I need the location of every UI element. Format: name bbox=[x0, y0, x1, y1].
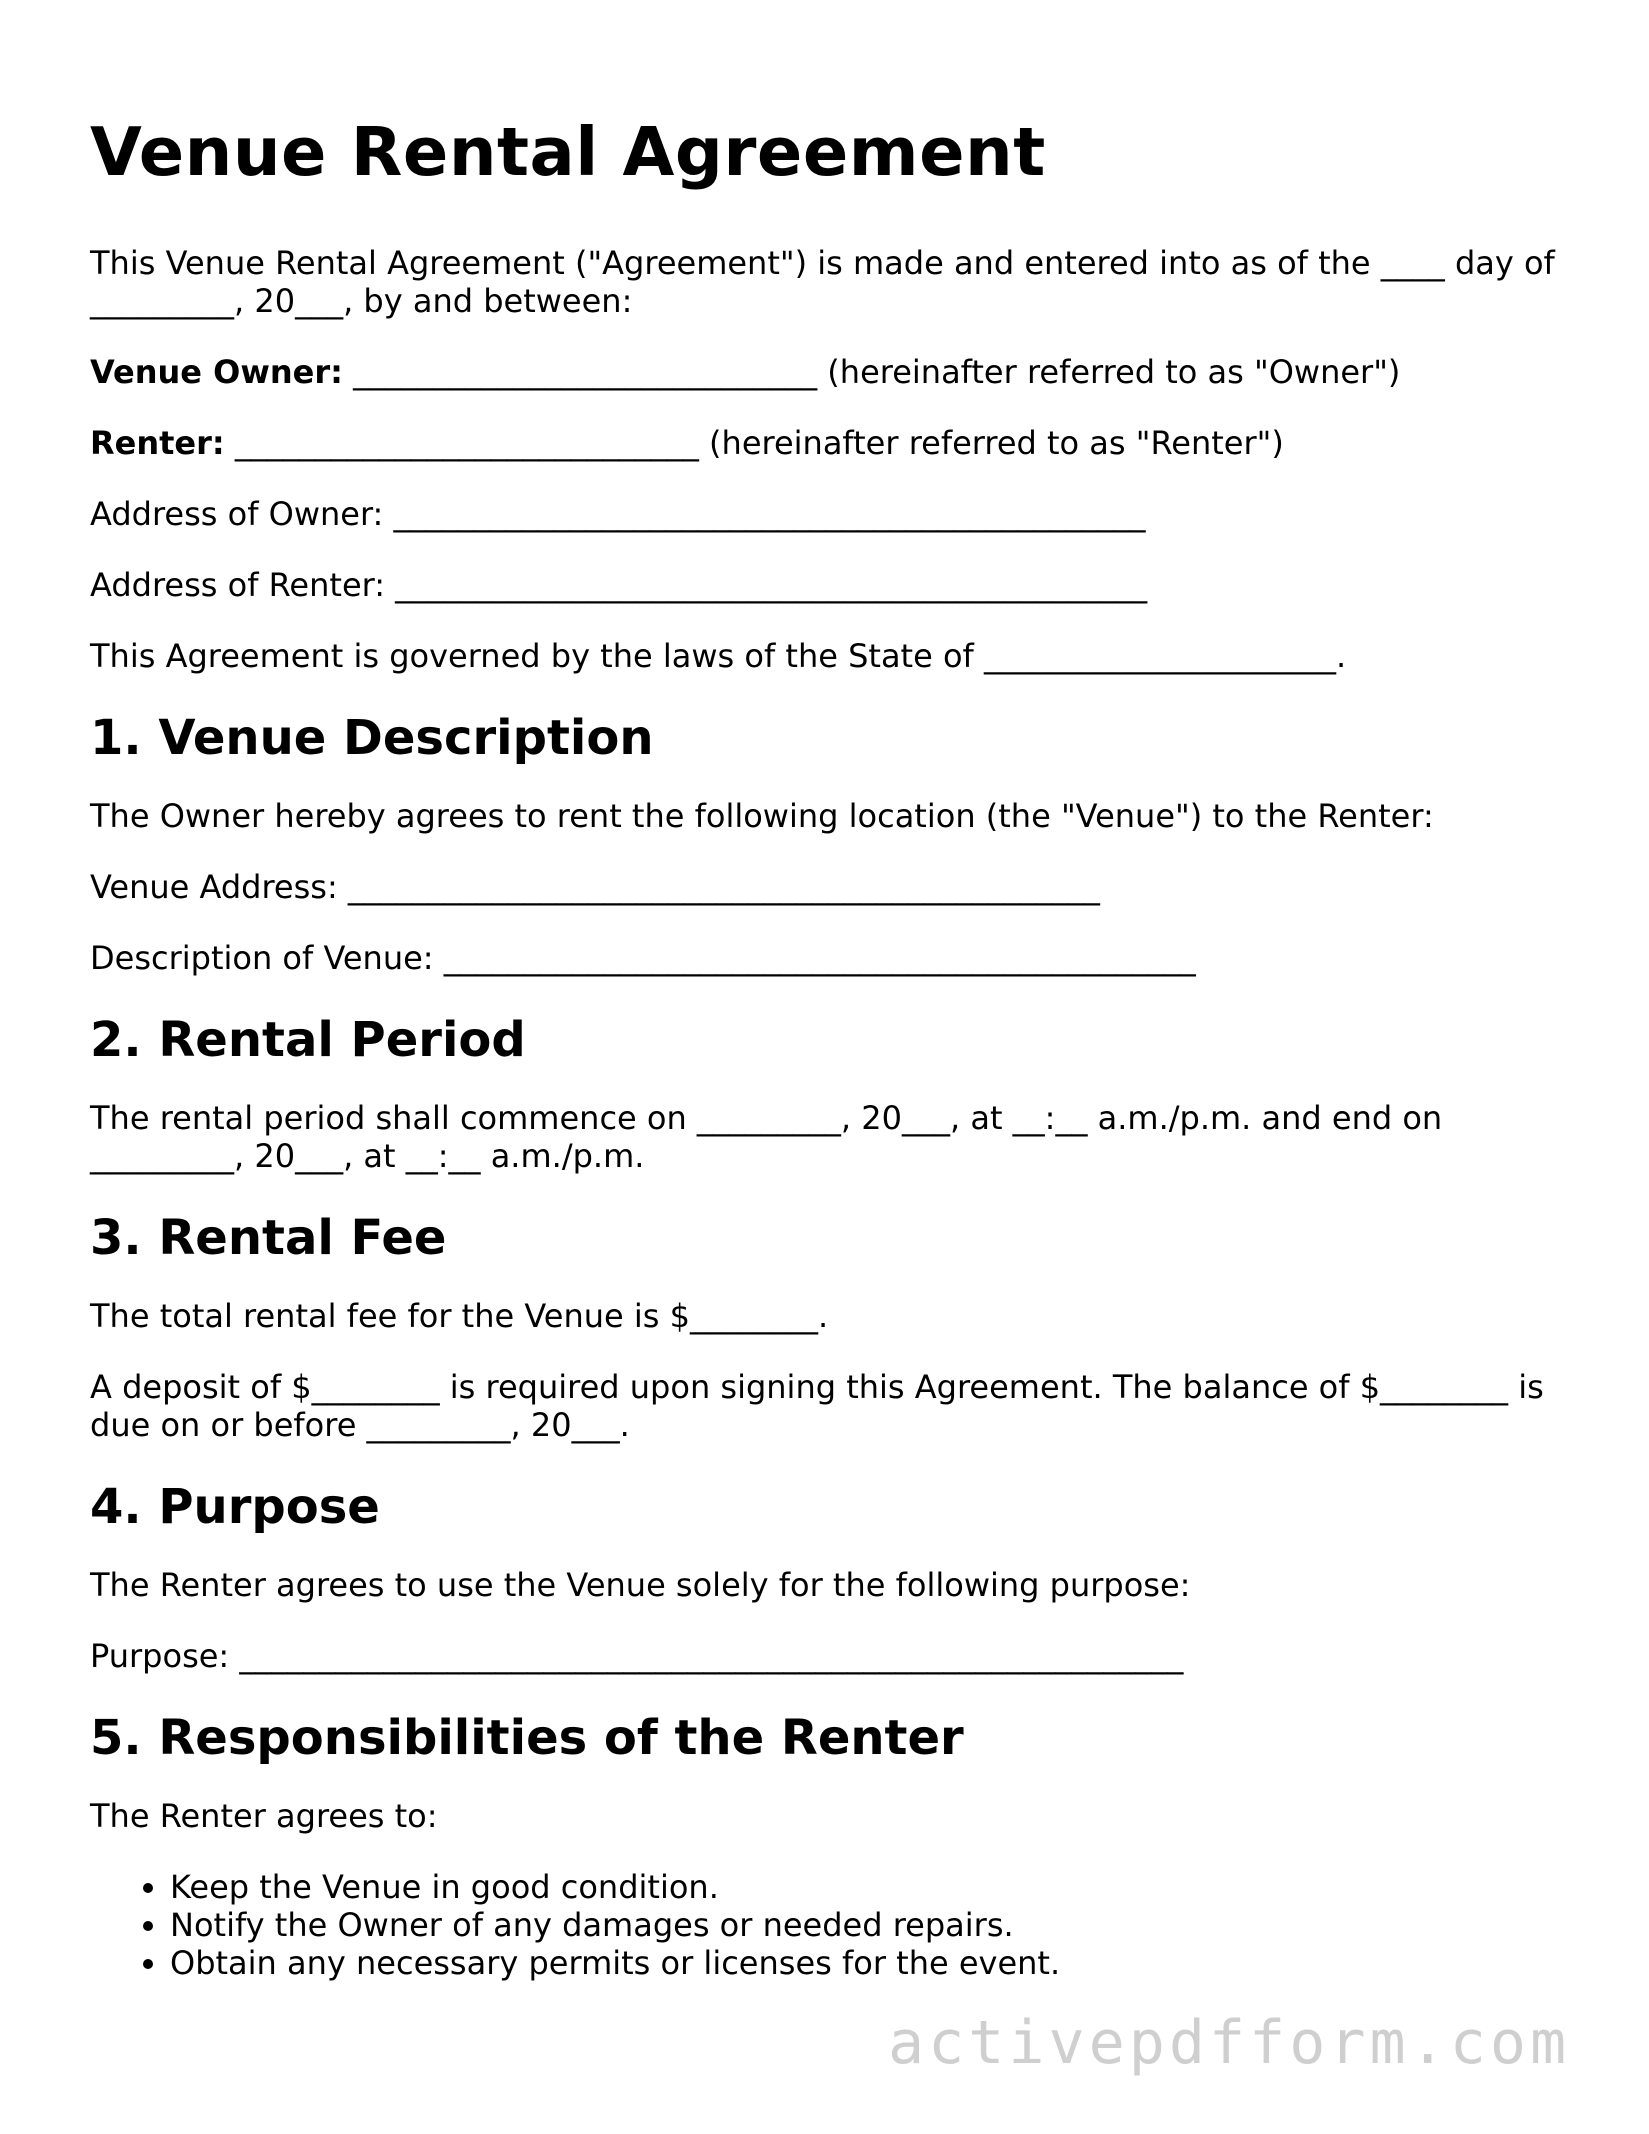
deposit-line: A deposit of $________ is required upon signing this Agreement. The balance of $________ is due on or before _________, 20___. bbox=[90, 1368, 1544, 1444]
renter-address-line: Address of Renter: _______________________________________________ bbox=[90, 566, 1148, 604]
purpose-line: Purpose: ___________________________________________________________ bbox=[90, 1637, 1184, 1675]
venue-address-line: Venue Address: _______________________________________________ bbox=[90, 868, 1100, 906]
venue-owner-label: Venue Owner: bbox=[90, 353, 343, 391]
venue-owner-line bbox=[90, 353, 1560, 391]
responsibilities-intro: The Renter agrees to: bbox=[90, 1797, 438, 1835]
list-item: • Obtain any necessary permits or licenses for the event. bbox=[170, 1944, 1560, 1982]
section-period-heading: 2. Rental Period bbox=[90, 1012, 526, 1068]
list-item: • Keep the Venue in good condition. bbox=[170, 1868, 1560, 1906]
venue-intro: The Owner hereby agrees to rent the following location (the "Venue") to the Renter: bbox=[90, 797, 1434, 835]
watermark-text: activepdfform.com bbox=[888, 2008, 1571, 2078]
governing-law-line: This Agreement is governed by the laws of the State of ______________________. bbox=[90, 637, 1347, 675]
purpose-intro: The Renter agrees to use the Venue solely for the following purpose: bbox=[90, 1566, 1191, 1604]
rental-period-text: The rental period shall commence on _________, 20___, at __:__ a.m./p.m. and end on _________, 20___, at __:__ a.m./p.m. bbox=[90, 1099, 1443, 1175]
total-fee-line: The total rental fee for the Venue is $________. bbox=[90, 1297, 829, 1335]
section-fee-heading: 3. Rental Fee bbox=[90, 1210, 447, 1266]
intro-paragraph: This Venue Rental Agreement ("Agreement") is made and entered into as of the ____ day of _________, 20___, by and between: bbox=[90, 244, 1555, 320]
section-responsibilities-heading: 5. Responsibilities of the Renter bbox=[90, 1710, 964, 1766]
section-purpose-heading: 4. Purpose bbox=[90, 1479, 380, 1535]
renter-line bbox=[90, 424, 1560, 462]
document-page bbox=[90, 112, 1560, 1982]
venue-description-line: Description of Venue: _______________________________________________ bbox=[90, 939, 1196, 977]
renter-blank: _____________________________ (hereinafter referred to as "Renter") bbox=[224, 424, 1284, 462]
renter-label: Renter: bbox=[90, 424, 225, 462]
section-venue-heading: 1. Venue Description bbox=[90, 710, 654, 766]
venue-owner-blank: _____________________________ (hereinafter referred to as "Owner") bbox=[342, 353, 1401, 391]
list-item: • Notify the Owner of any damages or needed repairs. bbox=[170, 1906, 1560, 1944]
responsibilities-list bbox=[90, 1868, 1560, 1982]
document-title: Venue Rental Agreement bbox=[90, 113, 1046, 191]
owner-address-line: Address of Owner: _______________________________________________ bbox=[90, 495, 1146, 533]
